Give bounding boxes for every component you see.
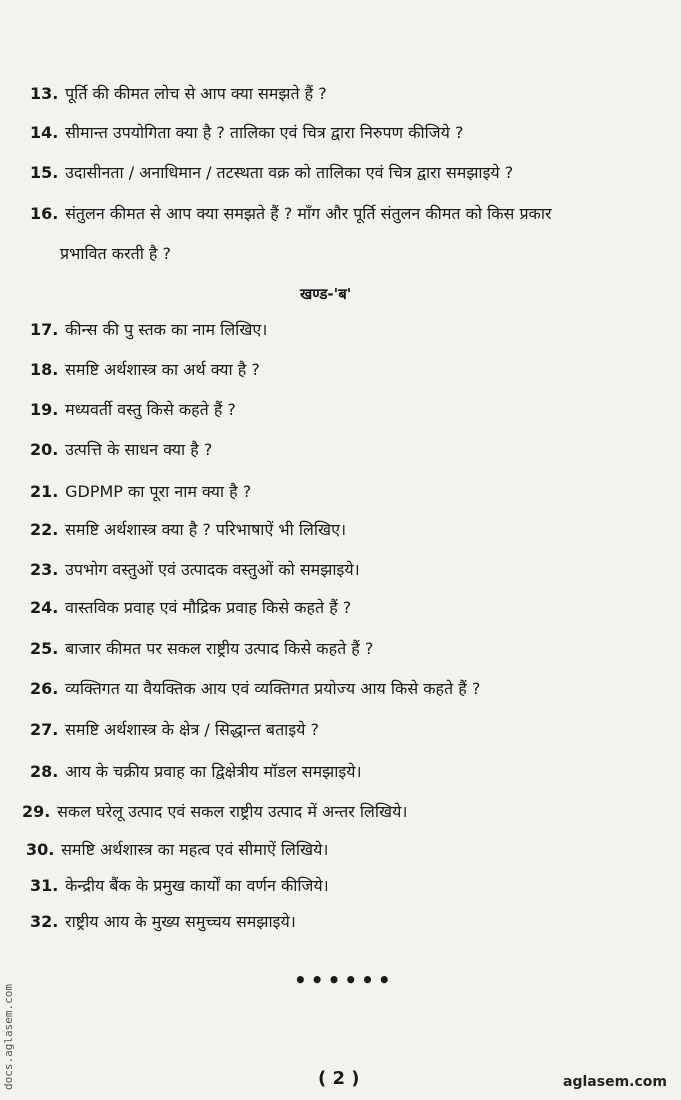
question-text: समष्टि अर्थशास्त्र के क्षेत्र / सिद्धान्त बताइये ? bbox=[65, 720, 320, 739]
question-15 bbox=[30, 161, 661, 185]
page-number: ( 2 ) bbox=[318, 1068, 360, 1089]
question-text: उदासीनता / अनाधिमान / तटस्थता वक्र को तालिका एवं चित्र द्वारा समझाइये ? bbox=[65, 163, 514, 182]
question-31 bbox=[30, 874, 661, 898]
question-22 bbox=[30, 518, 661, 542]
question-text: उपभोग वस्तुओं एवं उत्पादक वस्तुओं को समझाइये। bbox=[65, 560, 360, 579]
side-watermark: docs.aglasem.com bbox=[2, 984, 15, 1090]
question-text: वास्तविक प्रवाह एवं मौद्रिक प्रवाह किसे कहते हैं ? bbox=[65, 598, 352, 617]
question-19 bbox=[30, 398, 661, 422]
question-number: 32. bbox=[30, 912, 59, 931]
question-20 bbox=[30, 438, 661, 462]
question-number: 20. bbox=[30, 440, 59, 459]
question-number: 24. bbox=[30, 598, 59, 617]
question-text: कीन्स की पु स्तक का नाम लिखिए। bbox=[65, 320, 268, 339]
question-number: 16. bbox=[30, 204, 59, 223]
question-number: 19. bbox=[30, 400, 59, 419]
question-text: समष्टि अर्थशास्त्र क्या है ? परिभाषाऐं भी लिखिए। bbox=[65, 520, 347, 539]
question-text: राष्ट्रीय आय के मुख्य समुच्चय समझाइये। bbox=[65, 912, 296, 931]
question-24 bbox=[30, 596, 661, 620]
question-number: 26. bbox=[30, 679, 59, 698]
question-text: GDPMP का पूरा नाम क्या है ? bbox=[65, 482, 252, 501]
question-number: 30. bbox=[26, 840, 55, 859]
question-number: 18. bbox=[30, 360, 59, 379]
question-text: उत्पत्ति के साधन क्या है ? bbox=[65, 440, 213, 459]
question-30 bbox=[26, 838, 661, 862]
question-number: 25. bbox=[30, 639, 59, 658]
question-number: 14. bbox=[30, 123, 59, 142]
question-number: 28. bbox=[30, 762, 59, 781]
question-26 bbox=[30, 677, 661, 701]
question-28 bbox=[30, 760, 661, 784]
question-text: व्यक्तिगत या वैयक्तिक आय एवं व्यक्तिगत प्रयोज्य आय किसे कहते हैं ? bbox=[65, 679, 481, 698]
question-number: 15. bbox=[30, 163, 59, 182]
question-text: समष्टि अर्थशास्त्र का महत्व एवं सीमाऐं लिखिये। bbox=[61, 840, 329, 859]
question-16-continuation: प्रभावित करती है ? bbox=[60, 244, 171, 263]
question-17 bbox=[30, 318, 661, 342]
question-23 bbox=[30, 558, 661, 582]
question-text: आय के चक्रीय प्रवाह का द्विक्षेत्रीय मॉडल समझाइये। bbox=[65, 762, 362, 781]
question-number: 22. bbox=[30, 520, 59, 539]
question-text: संतुलन कीमत से आप क्या समझते हैं ? माँग और पूर्ति संतुलन कीमत को किस प्रकार bbox=[65, 204, 552, 223]
question-text: समष्टि अर्थशास्त्र का अर्थ क्या है ? bbox=[65, 360, 260, 379]
question-14 bbox=[30, 121, 661, 145]
question-number: 17. bbox=[30, 320, 59, 339]
question-text: सीमान्त उपयोगिता क्या है ? तालिका एवं चित्र द्वारा निरुपण कीजिये ? bbox=[65, 123, 464, 142]
question-text: मध्यवर्ती वस्तु किसे कहते हैं ? bbox=[65, 400, 236, 419]
question-21 bbox=[30, 480, 661, 504]
question-number: 31. bbox=[30, 876, 59, 895]
corner-watermark: aglasem.com bbox=[563, 1074, 667, 1090]
question-29 bbox=[22, 800, 661, 824]
question-16 bbox=[30, 202, 661, 226]
question-25 bbox=[30, 637, 661, 661]
question-number: 21. bbox=[30, 482, 59, 501]
question-text: बाजार कीमत पर सकल राष्ट्रीय उत्पाद किसे कहते हैं ? bbox=[65, 639, 374, 658]
question-32 bbox=[30, 910, 661, 934]
question-text: केन्द्रीय बैंक के प्रमुख कार्यों का वर्णन कीजिये। bbox=[65, 876, 329, 895]
question-13 bbox=[30, 82, 661, 106]
question-text: सकल घरेलू उत्पाद एवं सकल राष्ट्रीय उत्पाद में अन्तर लिखिये। bbox=[57, 802, 408, 821]
question-number: 13. bbox=[30, 84, 59, 103]
question-18 bbox=[30, 358, 661, 382]
question-27 bbox=[30, 718, 661, 742]
question-number: 29. bbox=[22, 802, 51, 821]
question-number: 27. bbox=[30, 720, 59, 739]
question-number: 23. bbox=[30, 560, 59, 579]
end-of-paper-mark: •••••• bbox=[294, 968, 395, 992]
section-heading: खण्ड-'ब' bbox=[300, 285, 352, 303]
question-text: पूर्ति की कीमत लोच से आप क्या समझते हैं ? bbox=[65, 84, 327, 103]
